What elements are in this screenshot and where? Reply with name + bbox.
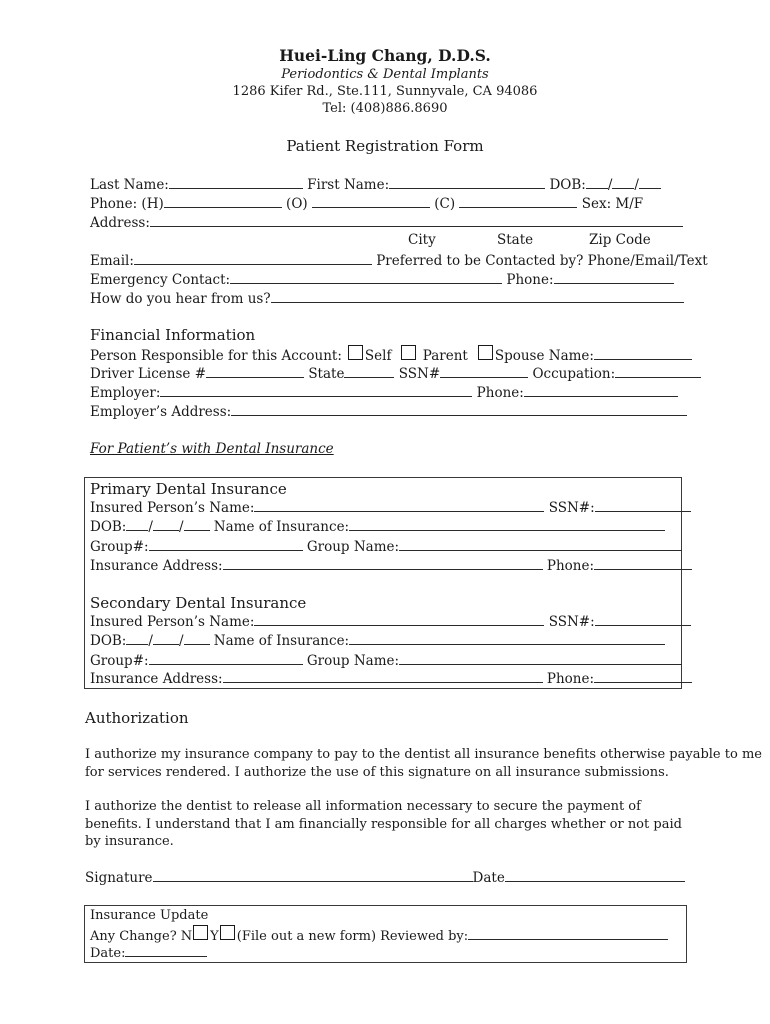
driver-license-label: Driver License # xyxy=(90,366,207,382)
self-label: Self xyxy=(364,348,392,364)
office-address: 1286 Kifer Rd., Ste.111, Sunnyvale, CA 94086 xyxy=(232,84,538,99)
secondary-group-name-field[interactable] xyxy=(399,651,682,665)
change-no-checkbox[interactable] xyxy=(193,925,208,940)
secondary-phone-label: Phone: xyxy=(546,671,595,687)
phone-office-field[interactable] xyxy=(312,194,430,208)
primary-group-name-label: Group Name: xyxy=(306,539,400,555)
occupation-field[interactable] xyxy=(615,364,701,378)
address-label: Address: xyxy=(90,215,150,231)
secondary-insured-name-field[interactable] xyxy=(254,612,544,626)
authorization-text-2c: by insurance. xyxy=(85,834,174,849)
dob-day-field[interactable] xyxy=(612,175,634,189)
authorization-text-2b: benefits. I understand that I am financially responsible for all charges whether or not paid xyxy=(85,817,682,832)
insurance-update-heading: Insurance Update xyxy=(90,908,209,923)
employer-phone-label: Phone: xyxy=(476,385,524,401)
primary-group-name-field[interactable] xyxy=(399,537,682,551)
email-field[interactable] xyxy=(134,251,372,265)
authorization-text-2a: I authorize the dentist to release all information necessary to secure the payment of xyxy=(85,799,641,814)
primary-insurance-heading: Primary Dental Insurance xyxy=(90,480,287,498)
any-change-label: Any Change? N xyxy=(90,929,193,944)
secondary-insurance-heading: Secondary Dental Insurance xyxy=(90,594,307,612)
sex-label: Sex: M/F xyxy=(581,196,644,212)
employer-address-field[interactable] xyxy=(231,402,687,416)
signature-label: Signature xyxy=(85,870,153,886)
secondary-insurance-name-field[interactable] xyxy=(349,631,665,645)
signature-field[interactable] xyxy=(153,868,473,882)
preferred-contact-label: Preferred to be Contacted by? Phone/Email/Text xyxy=(376,253,708,269)
emergency-phone-label: Phone: xyxy=(506,272,554,288)
change-yes-checkbox[interactable] xyxy=(220,925,235,940)
referral-source-label: How do you hear from us? xyxy=(90,291,271,307)
primary-dob-month-field[interactable] xyxy=(126,517,148,531)
specialty: Periodontics & Dental Implants xyxy=(281,67,489,82)
last-name-label: Last Name: xyxy=(90,177,169,193)
dob-month-field[interactable] xyxy=(586,175,608,189)
authorization-heading: Authorization xyxy=(85,709,189,727)
emergency-contact-field[interactable] xyxy=(230,270,502,284)
financial-heading: Financial Information xyxy=(90,326,256,344)
self-checkbox[interactable] xyxy=(348,345,363,360)
primary-insured-name-label: Insured Person’s Name: xyxy=(90,500,255,516)
secondary-ssn-label: SSN#: xyxy=(548,614,595,630)
registration-form-page: Huei-Ling Chang, D.D.S. Periodontics & Dental Implants 1286 Kifer Rd., Ste.111, Sunnyvale, CA 94086 Tel: (408)886.8690 Patient Registration Form Last Name: First Name: DOB: / / Phone: (H) (O) (C) Sex: M/F Address: City State Zip Code Email: Preferred to be Contacted by? Phone/Email/Text Emergency Contact: Phone: How do you hear from us? Financial Information Person Responsible for this Account: Self Parent Spouse Name: Driver License # State SSN# Occupation: Employer: Phone: Employer’s Address: For Patient’s with Dental Insurance Primary Dental Insurance Insured Person’s Name: SSN#: DOB: / / Name of Insurance: Group#: Group Name: Insurance Address: Phone: Secondary Dental Insurance Insured Person’s Name: SSN#: DOB: / / Name of Insurance: Group#: Group Name: Insurance Address: Phone: Authorization I authorize my insurance company to pay to the dentist all insurance benefits otherwise payable to me for services rendered. I authorize the use of this signature on all insurance submissions. I authorize the dentist to release all information necessary to secure the payment of benefits. I understand that I am financially responsible for all charges whether or not paid by insurance. Signature Date Insurance Update Any Change? N Y (File out a new form) Reviewed by: Date: xyxy=(0,0,770,1024)
dob-label: DOB: xyxy=(549,177,586,193)
secondary-group-name-label: Group Name: xyxy=(306,653,400,669)
phone-home-label: Phone: (H) xyxy=(90,196,164,212)
employer-field[interactable] xyxy=(160,383,472,397)
phone-home-field[interactable] xyxy=(164,194,282,208)
first-name-field[interactable] xyxy=(389,175,545,189)
phone-cell-label: (C) xyxy=(434,196,456,212)
authorization-text-1b: for services rendered. I authorize the use of this signature on all insurance submissions. xyxy=(85,765,669,780)
zip-code-label: Zip Code xyxy=(589,232,651,248)
ssn-field[interactable] xyxy=(440,364,528,378)
state-label: State xyxy=(497,232,534,248)
spouse-checkbox[interactable] xyxy=(478,345,493,360)
address-field[interactable] xyxy=(150,213,683,227)
employer-label: Employer: xyxy=(90,385,161,401)
referral-source-field[interactable] xyxy=(271,289,684,303)
primary-insurance-name-field[interactable] xyxy=(349,517,665,531)
primary-phone-field[interactable] xyxy=(594,556,692,570)
change-yes-label: Y xyxy=(210,929,219,944)
primary-ssn-field[interactable] xyxy=(595,498,691,512)
insurance-note: For Patient’s with Dental Insurance xyxy=(90,441,334,457)
doctor-name: Huei-Ling Chang, D.D.S. xyxy=(279,46,491,65)
primary-dob-year-field[interactable] xyxy=(184,517,210,531)
secondary-ssn-field[interactable] xyxy=(595,612,691,626)
first-name-label: First Name: xyxy=(307,177,390,193)
ssn-label: SSN# xyxy=(398,366,441,382)
authorization-text-1a: I authorize my insurance company to pay to the dentist all insurance benefits otherwise payable to me xyxy=(85,747,762,762)
secondary-dob-month-field[interactable] xyxy=(126,631,148,645)
spouse-name-field[interactable] xyxy=(594,346,692,360)
spouse-name-label: Spouse Name: xyxy=(494,348,594,364)
reviewed-by-label: (File out a new form) Reviewed by: xyxy=(236,929,469,944)
primary-insured-name-field[interactable] xyxy=(254,498,544,512)
signature-date-label: Date xyxy=(472,870,505,886)
parent-label: Parent xyxy=(422,348,468,364)
secondary-insurance-name-label: Name of Insurance: xyxy=(213,633,350,649)
driver-license-field[interactable] xyxy=(206,364,304,378)
dob-year-field[interactable] xyxy=(639,175,661,189)
last-name-field[interactable] xyxy=(169,175,303,189)
secondary-insured-name-label: Insured Person’s Name: xyxy=(90,614,255,630)
secondary-group-no-label: Group#: xyxy=(90,653,149,669)
primary-dob-label: DOB: xyxy=(90,519,127,535)
primary-group-no-label: Group#: xyxy=(90,539,149,555)
phone-office-label: (O) xyxy=(286,196,308,212)
secondary-phone-field[interactable] xyxy=(594,669,692,683)
secondary-dob-year-field[interactable] xyxy=(184,631,210,645)
primary-insurance-address-field[interactable] xyxy=(223,556,543,570)
primary-dob-day-field[interactable] xyxy=(153,517,179,531)
update-date-label: Date: xyxy=(90,946,126,961)
city-label: City xyxy=(408,232,436,248)
employer-phone-field[interactable] xyxy=(524,383,678,397)
secondary-insurance-address-label: Insurance Address: xyxy=(90,671,223,687)
primary-insurance-name-label: Name of Insurance: xyxy=(213,519,350,535)
update-date-field[interactable] xyxy=(125,943,207,957)
signature-date-field[interactable] xyxy=(505,868,685,882)
emergency-contact-label: Emergency Contact: xyxy=(90,272,231,288)
primary-insurance-address-label: Insurance Address: xyxy=(90,558,223,574)
license-state-label: State xyxy=(308,366,345,382)
primary-phone-label: Phone: xyxy=(546,558,595,574)
primary-ssn-label: SSN#: xyxy=(548,500,595,516)
form-title: Patient Registration Form xyxy=(286,137,484,155)
secondary-group-no-field[interactable] xyxy=(149,651,303,665)
secondary-dob-day-field[interactable] xyxy=(153,631,179,645)
phone-cell-field[interactable] xyxy=(459,194,577,208)
employer-address-label: Employer’s Address: xyxy=(90,404,232,420)
license-state-field[interactable] xyxy=(344,364,394,378)
office-phone: Tel: (408)886.8690 xyxy=(322,101,448,116)
parent-checkbox[interactable] xyxy=(401,345,416,360)
secondary-insurance-address-field[interactable] xyxy=(223,669,543,683)
occupation-label: Occupation: xyxy=(532,366,616,382)
primary-group-no-field[interactable] xyxy=(149,537,303,551)
reviewed-by-field[interactable] xyxy=(468,926,668,940)
responsible-label: Person Responsible for this Account: xyxy=(90,348,342,364)
emergency-phone-field[interactable] xyxy=(554,270,674,284)
email-label: Email: xyxy=(90,253,134,269)
secondary-dob-label: DOB: xyxy=(90,633,127,649)
